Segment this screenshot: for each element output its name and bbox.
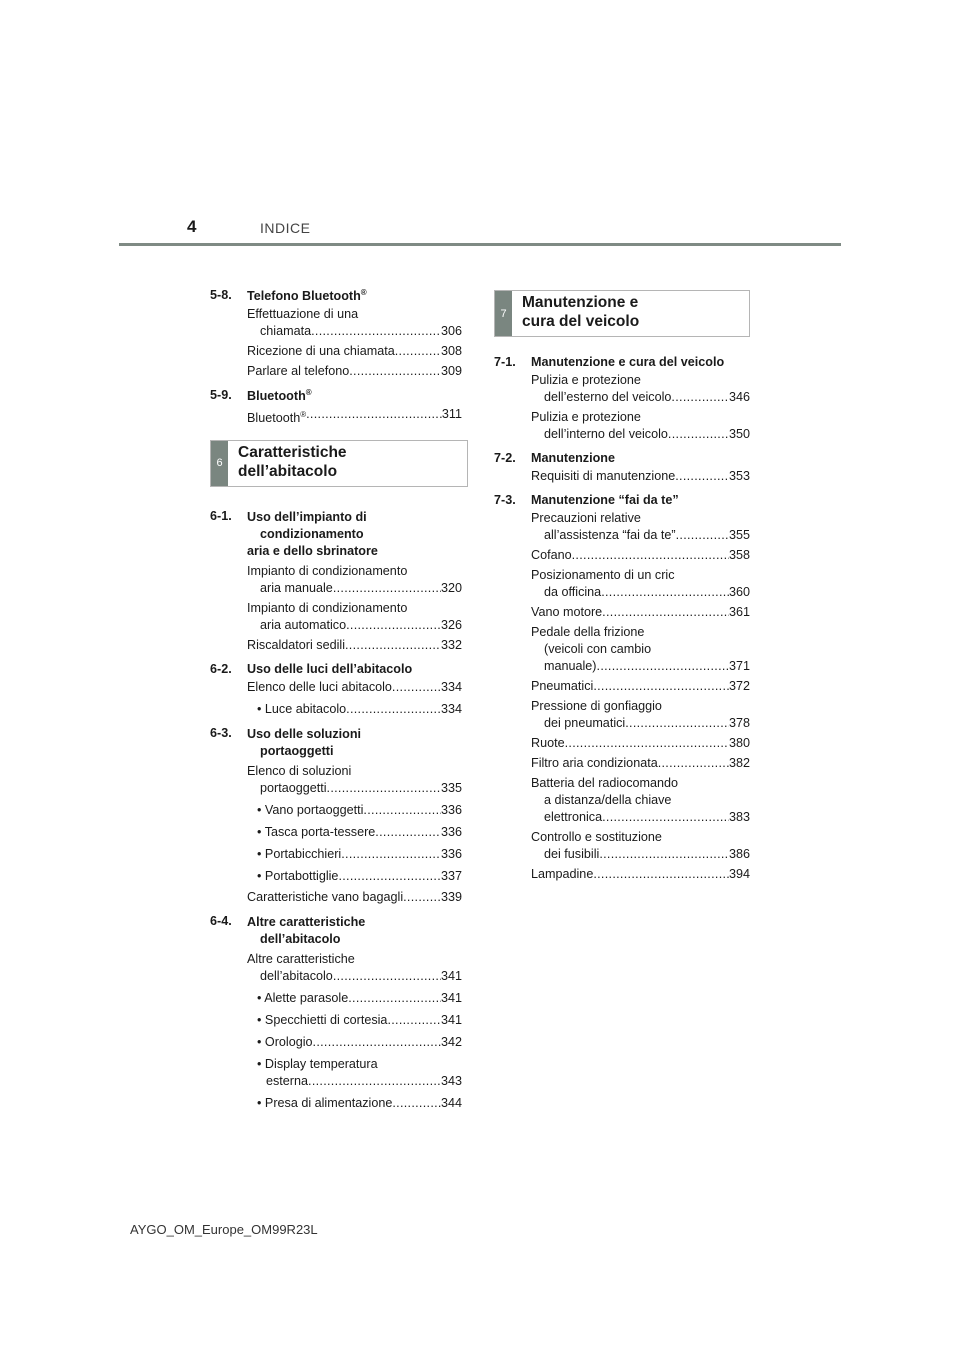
- toc-entry[interactable]: [531, 829, 750, 863]
- page-ref: 332: [440, 637, 462, 652]
- toc-entry[interactable]: [531, 735, 750, 752]
- section-heading[interactable]: [210, 914, 462, 948]
- entry-title: Ruote: [531, 736, 565, 750]
- toc-entry[interactable]: [247, 679, 462, 696]
- entry-title: Cofano: [531, 548, 572, 562]
- toc-entry[interactable]: [247, 406, 462, 427]
- entry-title: Lampadine: [531, 867, 594, 881]
- toc-section-6-4: [210, 914, 462, 1112]
- page-ref: 344: [440, 1095, 462, 1110]
- section-heading[interactable]: [210, 509, 462, 560]
- entry-title: Pneumatici: [531, 679, 594, 693]
- toc-subentry[interactable]: [257, 990, 462, 1007]
- entry-title: • Portabicchieri: [257, 846, 341, 863]
- toc-subentry[interactable]: [257, 701, 462, 718]
- entry-line: Pulizia e protezione: [531, 373, 641, 387]
- page-ref: 336: [440, 802, 462, 817]
- entry-line: dell’esterno del veicolo: [544, 390, 672, 404]
- chapter-title: cura del veicolo: [522, 313, 640, 330]
- entry-title: Filtro aria condizionata: [531, 756, 658, 770]
- entry-title: Ricezione di una chiamata: [247, 344, 395, 359]
- page-ref: 372: [728, 679, 750, 693]
- section-number: 6-1.: [210, 508, 232, 523]
- page-ref: 339: [440, 889, 462, 904]
- page-ref: 342: [440, 1034, 462, 1049]
- document-code-footer: AYGO_OM_Europe_OM99R23L: [130, 1222, 318, 1237]
- section-title: Uso dell’impianto di: [247, 509, 367, 524]
- chapter-number: 7: [495, 291, 512, 336]
- toc-entry[interactable]: [531, 409, 750, 443]
- page-ref: 308: [440, 344, 462, 359]
- entry-title: • Specchietti di cortesia: [257, 1012, 387, 1029]
- chapter-tab-7[interactable]: [494, 290, 750, 337]
- entry-line: Effettuazione di una: [247, 307, 359, 322]
- section-heading[interactable]: [494, 451, 750, 465]
- page-ref: 326: [440, 617, 462, 632]
- entry-line: Posizionamento di un cric: [531, 568, 675, 582]
- page-ref: 335: [440, 780, 462, 795]
- page-header-title: INDICE: [260, 220, 311, 236]
- entry-title: Parlare al telefono: [247, 364, 350, 379]
- section-title: Uso delle luci dell’abitacolo: [247, 661, 413, 676]
- page-ref: 383: [728, 810, 750, 824]
- page-ref: 358: [728, 548, 750, 562]
- entry-line: Controllo e sostituzione: [531, 830, 662, 844]
- page-ref: 309: [440, 364, 462, 379]
- page-ref: 341: [440, 1012, 462, 1027]
- toc-entry[interactable]: [531, 755, 750, 772]
- page-number: 4: [187, 217, 197, 236]
- entry-line: portaoggetti: [260, 780, 327, 795]
- section-title: Manutenzione “fai da te”: [531, 493, 679, 507]
- section-title: condizionamento: [260, 526, 364, 541]
- section-title: Bluetooth: [247, 389, 306, 404]
- page-ref: 386: [728, 847, 750, 861]
- page-ref: 311: [441, 407, 462, 422]
- entry-title: Riscaldatori sedili: [247, 637, 345, 652]
- section-title: dell’abitacolo: [260, 931, 341, 946]
- page-ref: 334: [440, 701, 462, 716]
- entry-line: Altre caratteristiche: [247, 951, 355, 966]
- toc-entry[interactable]: [247, 306, 462, 340]
- page-ref: 341: [440, 990, 462, 1005]
- entry-line: Pressione di gonfiaggio: [531, 699, 662, 713]
- entry-title: • Luce abitacolo: [257, 701, 346, 718]
- entry-title: • Alette parasole: [257, 990, 348, 1007]
- section-title: Uso delle soluzioni: [247, 726, 362, 741]
- toc-entry[interactable]: [247, 637, 462, 654]
- section-heading[interactable]: [494, 355, 750, 369]
- entry-line: aria automatico: [260, 617, 347, 632]
- toc-entry[interactable]: [531, 775, 750, 826]
- toc-entry[interactable]: [531, 372, 750, 406]
- section-title: aria e dello sbrinatore: [247, 543, 378, 558]
- page-ref: 350: [728, 427, 750, 441]
- registered-mark: ®: [300, 410, 307, 420]
- page-ref: 355: [728, 528, 750, 542]
- entry-line: esterna: [266, 1073, 309, 1088]
- toc-entry[interactable]: [531, 678, 750, 695]
- entry-line: Precauzioni relative: [531, 511, 641, 525]
- chapter-title: Caratteristiche: [238, 443, 347, 461]
- entry-line: Impianto di condizionamento: [247, 563, 408, 578]
- entry-title: • Portabottiglie: [257, 868, 338, 885]
- section-number: 7-1.: [494, 355, 516, 369]
- page-ref: 336: [440, 846, 462, 861]
- section-heading[interactable]: [210, 388, 462, 403]
- entry-title: Vano motore: [531, 605, 603, 619]
- toc-entry[interactable]: [247, 889, 462, 906]
- page-ref: 361: [728, 605, 750, 619]
- section-heading[interactable]: [210, 662, 462, 676]
- toc-entry[interactable]: [247, 600, 462, 634]
- page-ref: 320: [440, 580, 462, 595]
- entry-line: dell’abitacolo: [260, 968, 333, 983]
- entry-line: Elenco di soluzioni: [247, 763, 352, 778]
- entry-line: all’assistenza “fai da te”: [544, 528, 676, 542]
- entry-title: • Tasca porta-tessere: [257, 824, 375, 841]
- section-heading[interactable]: [494, 493, 750, 507]
- entry-title: Caratteristiche vano bagagli: [247, 889, 404, 904]
- entry-line: a distanza/della chiave: [544, 793, 672, 807]
- toc-subentry[interactable]: [257, 1095, 462, 1112]
- section-title: Manutenzione: [531, 451, 615, 465]
- entry-title: Requisiti di manutenzione: [531, 469, 676, 483]
- section-number: 6-4.: [210, 913, 232, 928]
- page-ref: 394: [728, 867, 750, 881]
- section-title: portaoggetti: [260, 743, 334, 758]
- section-title: Manutenzione e cura del veicolo: [531, 355, 725, 369]
- header-rule: [119, 243, 841, 246]
- entry-line: aria manuale: [260, 580, 333, 595]
- section-number: 7-3.: [494, 493, 516, 507]
- section-number: 6-3.: [210, 725, 232, 740]
- registered-mark: ®: [360, 288, 367, 297]
- toc-entry[interactable]: [531, 624, 750, 675]
- entry-line: Impianto di condizionamento: [247, 600, 408, 615]
- entry-title: • Vano portaoggetti: [257, 802, 363, 819]
- entry-line: da officina: [544, 585, 602, 599]
- toc-entry[interactable]: [531, 468, 750, 485]
- chapter-title: dell’abitacolo: [238, 462, 338, 480]
- toc-entry[interactable]: [531, 698, 750, 732]
- section-number: 7-2.: [494, 451, 516, 465]
- toc-section-5-8: [210, 288, 462, 380]
- entry-line: manuale): [544, 659, 597, 673]
- toc-subentry[interactable]: [257, 846, 462, 863]
- page-ref: 378: [728, 716, 750, 730]
- page-ref: 360: [728, 585, 750, 599]
- toc-subentry[interactable]: [257, 802, 462, 819]
- entry-line: dei fusibili: [544, 847, 600, 861]
- entry-title: • Presa di alimentazione: [257, 1095, 392, 1112]
- entry-title: Bluetooth: [247, 411, 301, 426]
- toc-entry[interactable]: [531, 604, 750, 621]
- toc-section-6-3: [210, 726, 462, 906]
- entry-title: • Display temperatura: [257, 1056, 378, 1073]
- entry-title: • Orologio: [257, 1034, 313, 1051]
- page-ref: 371: [728, 659, 750, 673]
- toc-entry[interactable]: [247, 363, 462, 380]
- toc-entry[interactable]: [247, 343, 462, 360]
- entry-line: dell’interno del veicolo: [544, 427, 668, 441]
- entry-title: Elenco delle luci abitacolo: [247, 679, 392, 694]
- toc-section-6-2: [210, 662, 462, 718]
- toc-subentry[interactable]: [257, 868, 462, 885]
- section-title: Telefono Bluetooth: [247, 289, 361, 304]
- registered-mark: ®: [305, 388, 312, 398]
- page-ref: 346: [728, 390, 750, 404]
- page-ref: 337: [440, 868, 462, 883]
- section-number: 5-9.: [210, 388, 232, 403]
- toc-entry[interactable]: [247, 563, 462, 597]
- entry-line: Batteria del radiocomando: [531, 776, 679, 790]
- toc-section-6-1: [210, 509, 462, 654]
- entry-line: Pulizia e protezione: [531, 410, 641, 424]
- toc-entry[interactable]: [247, 763, 462, 797]
- page-ref: 341: [440, 968, 462, 983]
- section-number: 5-8.: [210, 288, 232, 302]
- page-ref: 353: [728, 469, 750, 483]
- toc-entry[interactable]: [531, 547, 750, 564]
- chapter-title: Manutenzione e: [522, 294, 639, 311]
- toc-subentry[interactable]: [257, 1034, 462, 1051]
- chapter-number: 6: [211, 441, 228, 486]
- toc-section-7-2: [494, 451, 750, 485]
- toc-column-left: [210, 288, 462, 1112]
- toc-section-7-3: [494, 493, 750, 883]
- chapter-tab-6[interactable]: [210, 440, 468, 487]
- entry-line: Pedale della frizione: [531, 625, 645, 639]
- page-ref: 380: [728, 736, 750, 750]
- toc-subentry[interactable]: [257, 1056, 462, 1090]
- page-ref: 343: [440, 1073, 462, 1088]
- toc-entry[interactable]: [531, 866, 750, 883]
- toc-section-7-1: [494, 355, 750, 443]
- page-ref: 382: [728, 756, 750, 770]
- section-heading[interactable]: [210, 726, 462, 760]
- entry-line: elettronica: [544, 810, 603, 824]
- toc-subentry[interactable]: [257, 1012, 462, 1029]
- toc-section-5-9: [210, 388, 462, 427]
- toc-entry[interactable]: [531, 510, 750, 544]
- entry-line: dei pneumatici: [544, 716, 626, 730]
- page-ref: 336: [440, 824, 462, 839]
- section-heading[interactable]: [210, 288, 462, 303]
- section-number: 6-2.: [210, 661, 232, 676]
- toc-entry[interactable]: [531, 567, 750, 601]
- page-ref: 334: [440, 679, 462, 694]
- toc-column-right: [494, 290, 750, 883]
- section-title: Altre caratteristiche: [247, 914, 366, 929]
- entry-line: chiamata: [260, 324, 312, 339]
- page-ref: 306: [440, 324, 462, 339]
- toc-subentry[interactable]: [257, 824, 462, 841]
- toc-entry[interactable]: [247, 951, 462, 985]
- entry-line: (veicoli con cambio: [544, 642, 652, 656]
